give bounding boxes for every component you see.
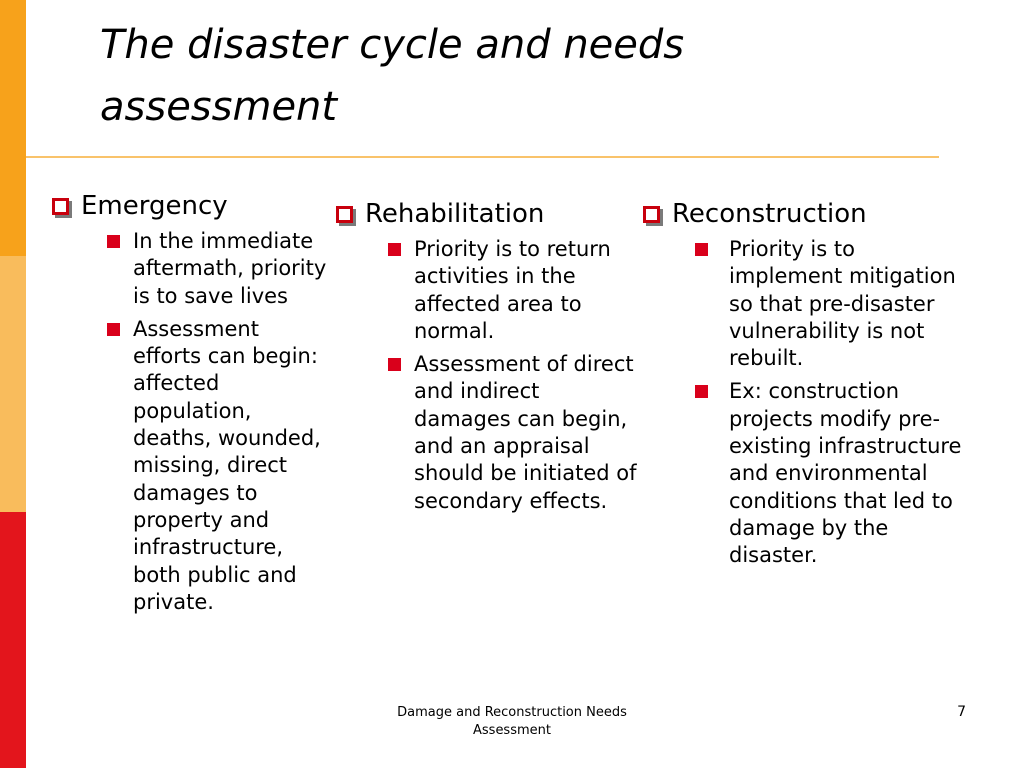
list-item-text: Assessment efforts can begin: affected population, deaths, wounded, missing, direct damages to property and infrastructure, both public and private. — [133, 316, 321, 614]
column-heading — [52, 190, 332, 222]
column-rehabilitation — [336, 198, 642, 521]
column-emergency — [52, 190, 332, 622]
list-item — [336, 236, 642, 345]
footer-text: Damage and Reconstruction Needs Assessment — [397, 705, 627, 738]
list-item — [52, 228, 332, 310]
list-item-text: Priority is to return activities in the affected area to normal. — [414, 237, 611, 343]
checkbox-icon — [336, 206, 353, 223]
square-bullet-icon — [388, 358, 401, 371]
square-bullet-icon — [695, 243, 708, 256]
page-number: 7 — [957, 704, 966, 720]
side-bar-light-orange — [0, 256, 26, 512]
column-heading-label: Emergency — [81, 191, 228, 221]
list-item-text: In the immediate aftermath, priority is to save lives — [133, 229, 327, 308]
list-item — [643, 378, 963, 569]
square-bullet-icon — [107, 235, 120, 248]
slide-title: The disaster cycle and needs assessment — [100, 22, 685, 130]
title-divider — [26, 156, 939, 158]
list-item-text: Priority is to implement mitigation so that pre-disaster vulnerability is not rebuilt. — [729, 237, 956, 371]
bullet-list — [643, 236, 963, 570]
column-heading-label: Rehabilitation — [365, 199, 545, 229]
square-bullet-icon — [695, 385, 708, 398]
list-item — [336, 351, 642, 515]
list-item — [643, 236, 963, 372]
column-reconstruction — [643, 198, 963, 576]
column-heading — [336, 198, 642, 230]
bullet-list — [336, 236, 642, 515]
list-item-text: Assessment of direct and indirect damages can begin, and an appraisal should be initiated of secondary effects. — [414, 352, 637, 513]
square-bullet-icon — [107, 323, 120, 336]
bullet-list — [52, 228, 332, 616]
list-item-text: Ex: construction projects modify pre-existing infrastructure and environmental conditions that led to damage by the disaster. — [729, 379, 962, 568]
column-heading-label: Reconstruction — [672, 199, 867, 229]
side-bar-red — [0, 512, 26, 768]
list-item — [52, 316, 332, 616]
column-heading — [643, 198, 963, 230]
checkbox-icon — [52, 198, 69, 215]
square-bullet-icon — [388, 243, 401, 256]
checkbox-icon — [643, 206, 660, 223]
side-bar-orange — [0, 0, 26, 256]
